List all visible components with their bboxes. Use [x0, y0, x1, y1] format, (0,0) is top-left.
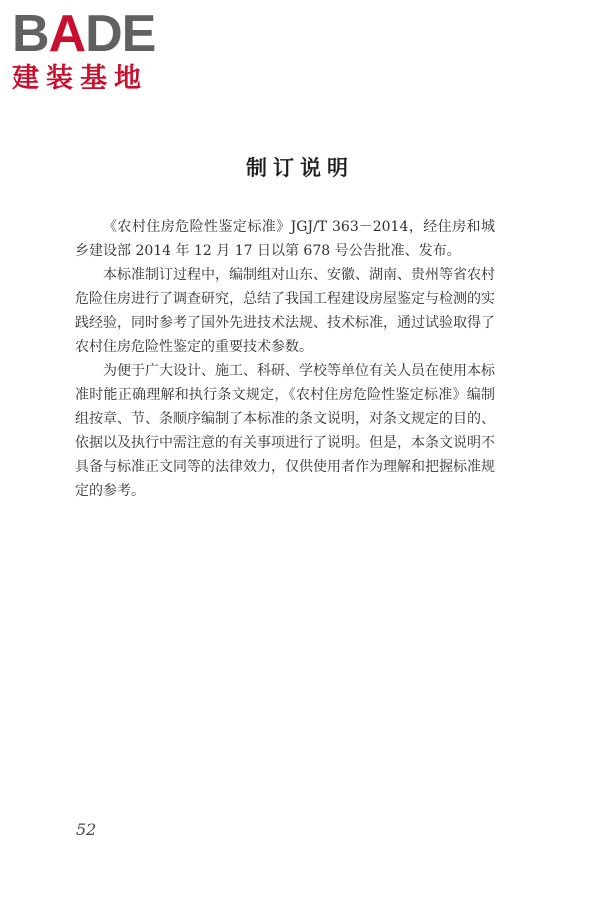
paragraph-2: 本标准制订过程中，编制组对山东、安徽、湖南、贵州等省农村危险住房进行了调查研究，总结了我国工程建设房屋鉴定与检测的实践经验，同时参考了国外先进技术法规、技术标准，通过试验取得了农村住房危险性鉴定的重要技术参数。: [75, 267, 495, 355]
paragraph-1: 《农村住房危险性鉴定标准》JGJ/T 363－2014，经住房和城乡建设部 2014 年 12 月 17 日以第 678 号公告批准、发布。: [75, 219, 495, 259]
body-text: [75, 215, 495, 503]
paragraph-3: 为便于广大设计、施工、科研、学校等单位有关人员在使用本标准时能正确理解和执行条文规定，《农村住房危险性鉴定标准》编制组按章、节、条顺序编制了本标准的条文说明，对条文规定的目的、依据以及执行中需注意的有关事项进行了说明。但是，本条文说明不具备与标准正文同等的法律效力，仅供使用者作为理解和把握标准规定的参考。: [75, 363, 495, 499]
logo-letter-a: A: [48, 5, 86, 63]
logo-wordmark: [12, 5, 182, 63]
logo-letters-de: DE: [85, 5, 156, 63]
page-number: 52: [76, 820, 97, 839]
bade-logo: [12, 5, 182, 98]
logo-chinese-name: 建装基地: [12, 63, 148, 94]
page-title: 制订说明: [246, 156, 354, 180]
logo-letter-b: B: [12, 5, 49, 63]
